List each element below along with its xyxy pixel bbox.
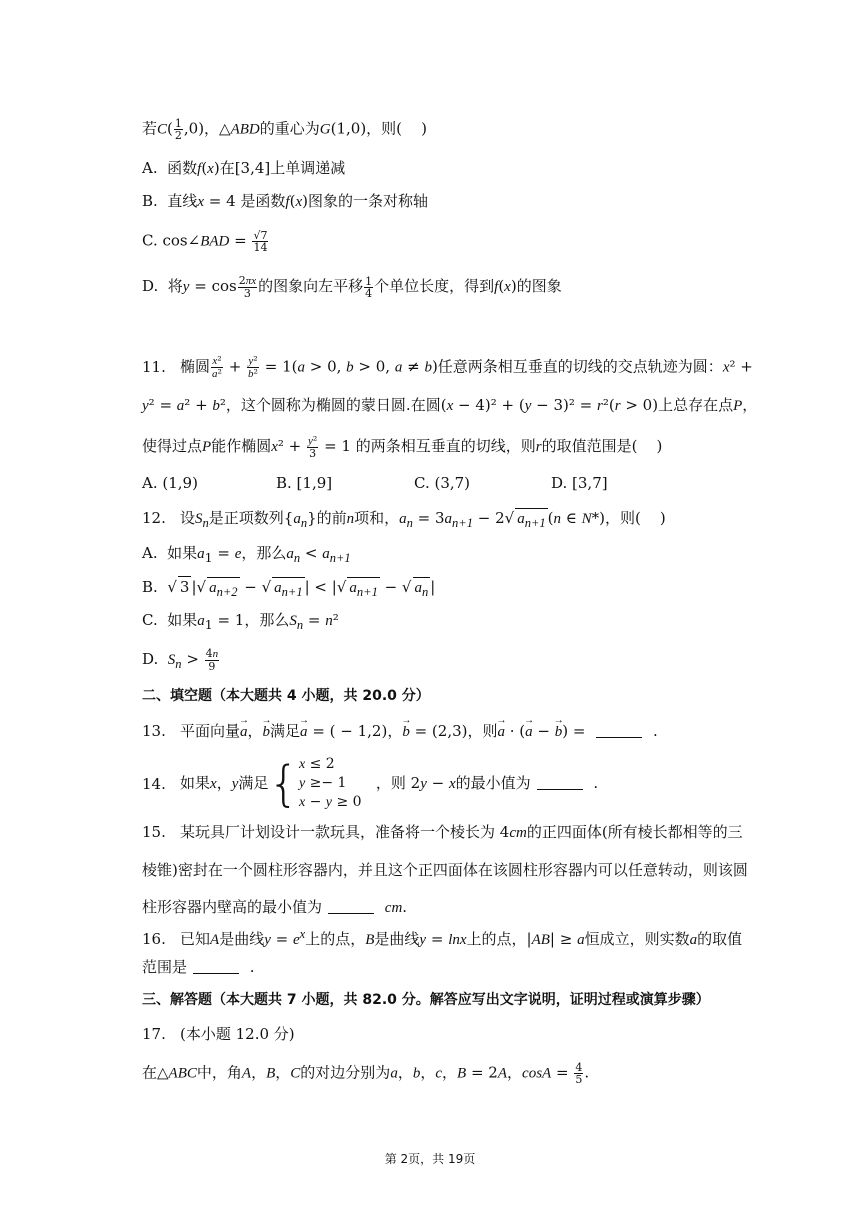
q12-option-d: D. $S_n$ > $\frac{4n}{9}$ (142, 647, 219, 673)
section-fill-in-heading: 二、填空题（本大题共 4 小题，共 20.0 分） (142, 688, 430, 704)
q13-answer-blank[interactable] (596, 723, 642, 738)
q10-stem: 若C( $\frac{1}{2}$ ,0)，△ABD的重心为G(1,0)，则( ) (142, 117, 427, 142)
q17-text: 在△ABC中，角A，B，C的对边分别为a，b，c，B = 2A，cosA = $\frac{4}{5}$ . (142, 1061, 590, 1086)
q11-option-c: C. (3,7) (414, 474, 471, 492)
q15-line1: 15. 某玩具厂计划设计一款玩具，准备将一个棱长为 4cm的正四面体(所有棱长都相等的三 (142, 823, 743, 841)
q16-line2: 范围是 . (142, 958, 255, 976)
q11-line1: 11. 椭圆 $\frac{\text{x²}}{\text{a²}}$ + $\frac{\text{y²}}{\text{b²}}$ = 1(a > 0, b > 0, a ≠ b)任意两条相互垂直的切线的交点轨迹为圆：x² + (142, 354, 753, 380)
q10-option-c: C. cos∠BAD = $\frac{√7}{14}$ (142, 229, 268, 254)
q15-line2: 棱锥)密封在一个圆柱形容器内，并且这个正四面体在该圆柱形容器内可以任意转动，则该圆 (142, 861, 748, 879)
q12-option-c: C. 如果$a_1 = 1$，那么$S_n = n^2$ (142, 611, 339, 632)
q15-answer-blank[interactable] (328, 899, 374, 914)
section-solution-heading: 三、解答题（本大题共 7 小题，共 82.0 分。解答应写出文字说明，证明过程或演算步骤） (142, 992, 710, 1008)
q12-option-b: B. √ 3 |√ $a_{n+2}$ − √ $a_{n+1}$ | < |√ $a_{n+1}$ − √ $a_n$ | (142, 576, 435, 602)
q14: 14. 如果x，y满足{x ≤ 2 y ≥− 1 x − y ≥ 0 ，则 2y − x的最小值为 . (142, 755, 599, 812)
q11-option-d: D. [3,7] (551, 474, 608, 492)
q12-option-a: A. 如果$a_1 = e$，那么$a_n < a_{n+1}$ (142, 544, 351, 565)
q16-line1: 16. 已知A是曲线$y = e^x$上的点，B是曲线y = lnx上的点，|AB| ≥ a恒成立，则实数a的取值 (142, 927, 743, 948)
q12-stem: 12. 设$S_n$是正项数列$\{a_n\}$的前n项和，$a_n = 3a_{n+1} - 2√$ $a_{n+1}$ (n ∈ N*)，则( ) (142, 508, 666, 533)
q11-line2: y² = a² + b²，这个圆称为椭圆的蒙日圆.在圆(x − 4)² + (y − 3)² = r²(r > 0)上总存在点P， (142, 396, 758, 414)
q16-answer-blank[interactable] (193, 959, 239, 974)
q11-option-a: A. (1,9) (142, 474, 198, 492)
q11-line3: 使得过点P能作椭圆x² + $\frac{\text{y²}}{3}$ = 1 的两条相互垂直的切线，则r的取值范围是( ) (142, 434, 663, 460)
q13: 13. 平面向量→ a，→ b满足→ a = ( − 1,2)，→ b = (2,3)，则→ a · (→ a − → b) = . (142, 721, 658, 742)
q11-option-b: B. [1,9] (276, 474, 333, 492)
q10-option-b: B. 直线x = 4 是函数f(x)图象的一条对称轴 (142, 192, 428, 210)
q15-line3: 柱形容器内壁高的最小值为 cm. (142, 898, 408, 916)
page-footer: 第 2页，共 19页 (384, 1152, 476, 1166)
q10-option-d: D. 将y = cos $\frac{2\pi x}{3}$ 的图象向左平移 $\frac{1}{4}$ 个单位长度，得到f(x)的图象 (142, 274, 562, 300)
q14-answer-blank[interactable] (537, 775, 583, 790)
q10-option-a: A. 函数f(x)在[3,4]上单调递减 (142, 159, 346, 177)
q17-header: 17. (本小题 12.0 分) (142, 1025, 295, 1043)
